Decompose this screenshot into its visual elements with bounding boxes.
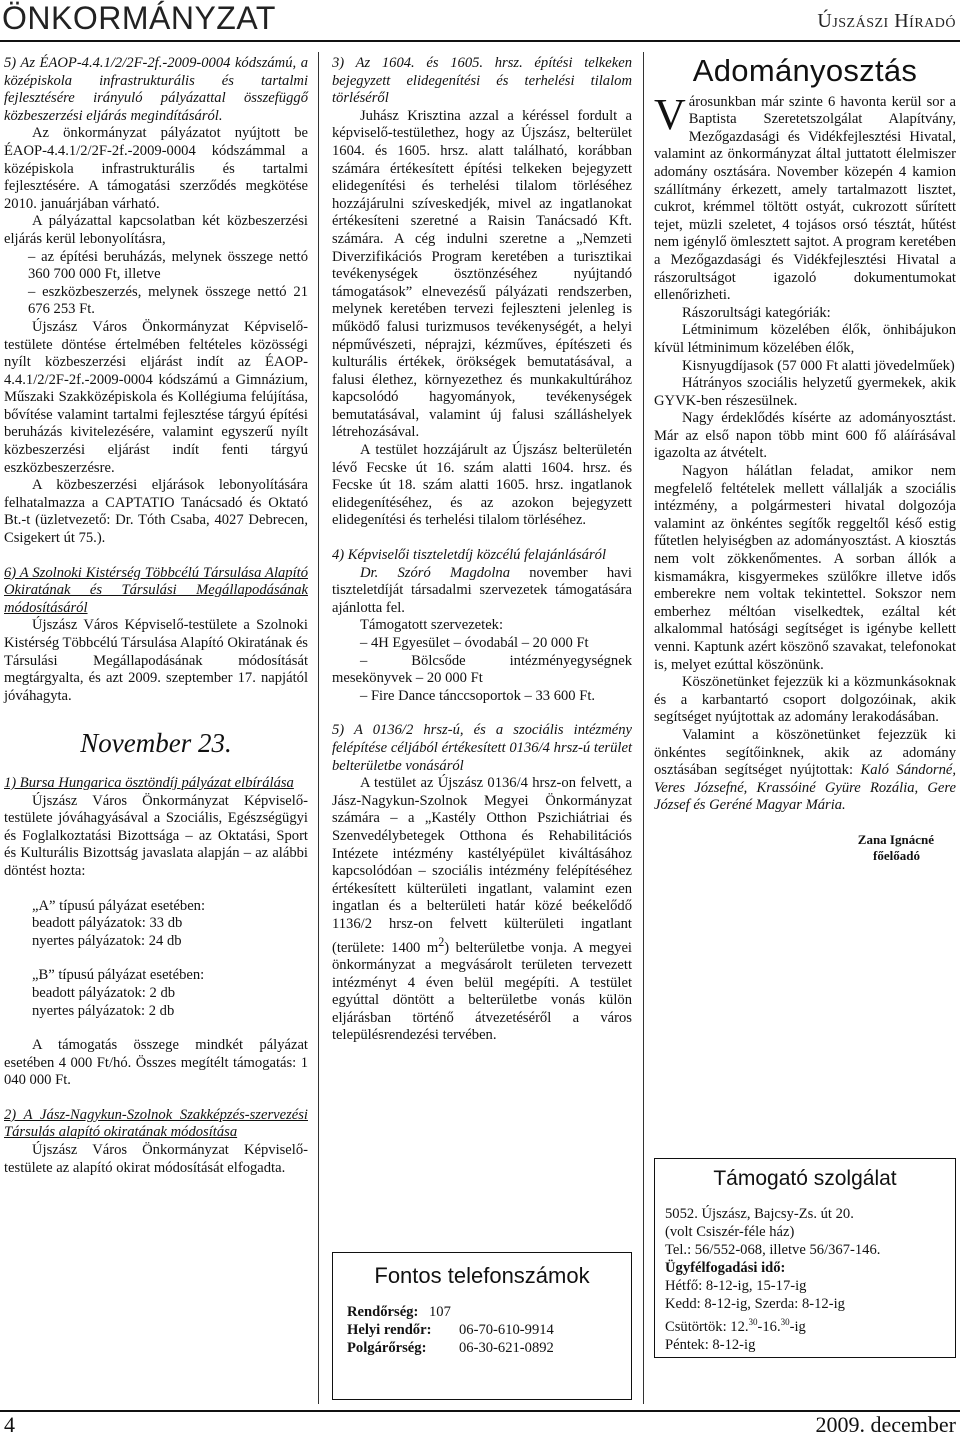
box-title: Támogató szolgálat [713, 1167, 897, 1190]
article-title: Adományosztás [692, 53, 918, 88]
paragraph: Az önkormányzat pályázatot nyújtott be ÉAOP-4.4.1/2/2F-2f.-2009-0004 kódszámmal a középiskola infrastrukturális és tartalmi fejlesztésére. A támogatási szerződés megkötése 2010. januárjában várható. [4, 125, 308, 212]
hours-line: Csütörtök: 12.30-16.30-ig [665, 1317, 806, 1335]
support-service-box [654, 1158, 956, 1358]
paragraph: Juhász Krisztina azzal a kéréssel fordult a képviselő-testülethez, hogy az Újszász, belterület 1604. és 1605. hrsz. alatt található, korábban számára értékesített építési telkeken bejegyzett elidegenítési és terhelési tilalom törléséhez hozzájárulni szíveskedjék, mivel az ingatlanokat értékesíteni szeretné a Raisin Tanácsadó Kft. számára. A cég indulni szeretne a „Nemzeti Diverzifikációs Program keretében a turisztikai tevékenységek ösztönzéséhez nyújtandó támogatások” elnevezésű pályázati rendszerben, melynek keretében tervezi fejleszteni jelenleg is működő falusi turizmusos tevékenységét, a helyi népművészeti, néprajzi, kézműves, építészeti és kulturális értékek, örökségek bemutatásával, a falusi élethez, környezethez és munkakultúrához kapcsolódó hagyományok, tevékenységek bemutatásával, valamint új falusi szálláshelyek létrehozásával. [332, 107, 632, 441]
newspaper-name: Újszászi Híradó [817, 10, 956, 32]
list-item: – az építési beruházás, melynek összege nettó 360 700 000 Ft, illetve [28, 248, 308, 283]
item-heading: 5) A 0136/2 hrsz-ú, és a szociális intézmény felépítése céljából értékesített 0136/4 hrsz-ú terület belterületbe vonásáról [332, 722, 632, 774]
address-note: (volt Csiszér-féle ház) [665, 1224, 795, 1240]
paragraph: Nagy érdeklődés kísérte az adományosztást. Már az első napon több mint 600 fő aláírásával igazolta az átvételt. [654, 410, 956, 462]
item-heading: 4) Képviselői tiszteletdíj közcélú felajánlásáról [332, 547, 606, 564]
list-item: – Bölcsőde intézményegységnek mesekönyvek – 20 000 Ft [332, 652, 632, 687]
paragraph: Újszász Város Képviselő-testülete a Szolnoki Kistérség Többcélú Társulása Alapító Okiratának és Társulási Megállapodásának módosítását megtárgyalta, és azt 2009. szeptember 17. napjától jóváhagyta. [4, 617, 308, 704]
list-heading: „A” típusú pályázat esetében: [32, 897, 206, 914]
list-heading: Rászorultsági kategóriák: [682, 304, 831, 321]
hours-line: Kedd: 8-12-ig, Szerda: 8-12-ig [665, 1296, 845, 1312]
paragraph: A testület az Újszász 0136/4 hrsz-on felvett, a Jász-Nagykun-Szolnok Megyei Önkormányzat számára – a „Kastély Otthon Pszichiátriai és Szenvedélybetegek Otthona és Rehabilitációs Intézete intézmény kastélyépület kiváltásához kapcsolódóan – szociális intézmény felépítéséhez értékesített külterületi ingatlant, valamint ezen ingatlan és a belterületi határ közé beékelődő 1136/2 hrsz-on felvett külterületi ingatlant (területe: 1400 $m^2$) belterületbe vonja. A megyei önkormányzat a megvásárolt területen tervezett intézményt 4 éven belül megépíti. A testület egyúttal döntött a belterületbe vonás külön eljárásban történő átvezetéséről a város településrendezési tervében. [332, 775, 632, 1044]
phone-label: Helyi rendőr: [347, 1322, 432, 1338]
list-item: – Fire Dance tánccsoportok – 33 600 Ft. [360, 687, 596, 704]
item-heading: 3) Az 1604. és 1605. hrsz. építési telkeken bejegyzett elidegenítési és terhelési tilalom törléséről [332, 55, 632, 107]
paragraph: A közbeszerzési eljárások lebonyolítására felhatalmazza a CAPTATIO Tanácsadó és Oktató Bt.-t (üzletvezető: Dr. Tóth Csaba, 4027 Debrecen, Csigekert út 75.). [4, 477, 308, 547]
item-heading: 2) A Jász-Nagykun-Szolnok Szakképzés-szervezési Társulás alapító okiratának módosítása [4, 1106, 308, 1141]
address: 5052. Újszász, Bajcsy-Zs. út 20. [665, 1206, 854, 1222]
hours-line: Hétfő: 8-12-ig, 15-17-ig [665, 1278, 807, 1294]
list-item: nyertes pályázatok: 24 db [32, 932, 182, 949]
hours-heading: Ügyfélfogadási idő: [665, 1260, 786, 1276]
phone-number: 107 [429, 1304, 451, 1320]
paragraph: A támogatás összege mindkét pályázat esetében 4 000 Ft/hó. Összes megítélt támogatás: 1 040 000 Ft. [4, 1037, 308, 1089]
column-right [654, 53, 956, 864]
drop-cap: V [654, 89, 686, 139]
phone-label: Rendőrség: [347, 1304, 419, 1320]
paragraph: Újszász Város Önkormányzat Képviselő-testülete az alapító okirat módosítását elfogadta. [4, 1142, 308, 1176]
volunteer-names: Kaló Sándorné, Veres Józsefné, Krassóiné Gyüre Rozália, Gere József és Geréné Magyar Mária. [654, 762, 956, 814]
paragraph: Nagyon hálátlan feladat, amikor nem megfelelő feltételek mellett vállalják a szociális intézmény, a polgármesteri hivatal dolgozója valamint az önkéntes segítők reggeltől késő estig fűtetlen helyiségben az adományosztást. A kiosztás nem volt zökkenőmentes. A sorban állók a kismamákra, kisgyermekes szülőkre illetve idős emberekre nem voltak tekintettel. Sokszor nem emberhez méltóan viselkedtek, ezáltal két alkalommal hatósági segítséget is igénybe kellett venni. Kaptunk azért köszönő szavakat, telefonokat is, melyet ezúttal köszönünk. [654, 463, 956, 673]
hours-line: Péntek: 8-12-ig [665, 1336, 756, 1353]
item-heading: 1) Bursa Hungarica ösztöndíj pályázat elbírálása [4, 774, 294, 791]
item-heading: 5) Az ÉAOP-4.4.1/2/2F-2f.-2009-0004 kódszámú, a középiskola infrastrukturális és tartalmi fejlesztésére irányuló pályázattal összefüggő közbeszerzési eljárás megindításáról. [4, 55, 308, 124]
column-middle [332, 55, 632, 1045]
paragraph: A pályázattal kapcsolatban két közbeszerzési eljárás kerül lebonyolításra, [4, 213, 308, 247]
phone-label: Polgárőrség: [347, 1340, 427, 1356]
section-title: ÖNKORMÁNYZAT [2, 0, 276, 36]
list-item: beadott pályázatok: 2 db [32, 984, 176, 1001]
phone-number: 06-30-621-0892 [459, 1340, 554, 1356]
page-number: 4 [4, 1412, 15, 1437]
paragraph: Újszász Város Önkormányzat Képviselő-testülete jóváhagyásával a Szociális, Egészségügyi és Foglalkoztatási Bizottsága – az Oktatási, Sport és Kulturális Bizottság javaslata alapján – az alábbi döntést hozta: [4, 792, 308, 879]
phone-numbers-box [332, 1252, 632, 1400]
list-item: – 4H Egyesület – óvodabál – 20 000 Ft [360, 635, 589, 651]
list-item: Létminimum közelében élők, önhibájukon kívül létminimum közelében élők, [654, 322, 956, 356]
issue-date: 2009. december [815, 1412, 956, 1437]
paragraph: A testület hozzájárult az Újszász belterületén lévő Fecske út 16. szám alatti 1604. hrsz. és Fecske út 18. szám alatti 1605. hrsz. ingatlanok elidegenítéséhez, és az azokon bejegyzett elidegenítési és terhelési tilalom törléséhez. [332, 442, 632, 529]
paragraph: Valamint a köszönetünket fejezzük ki önkéntes segítőinknek, akik az adomány osztásában segítséget nyújtottak: Kaló Sándorné, Veres Józsefné, Krassóiné Gyüre Rozália, Gere József és Geréné Magyar Mária. [654, 726, 956, 814]
paragraph: Támogatott szervezetek: [360, 617, 504, 634]
paragraph: Dr. Szóró Magdolna november havi tiszteletdíját társadalmi szervezetek támogatására ajánlotta fel. [332, 564, 632, 616]
paragraph: Köszönetünket fejezzük ki a közmunkásoknak és a karbantartó csoport dolgozóinak, akik segítséget nyújtottak az adomány lerakodásában. [654, 674, 956, 726]
item-heading: 6) A Szolnoki Kistérség Többcélú Társulása Alapító Okiratának és Társulási Megállapodásának módosításáról [4, 564, 308, 616]
list-item: Hátrányos szociális helyzetű gyermekek, akik GYVK-ben részesülnek. [654, 375, 956, 409]
column-divider [318, 52, 319, 1404]
session-date: November 23. [80, 728, 232, 759]
signature-name: Zana Ignácné [857, 831, 934, 847]
list-item: Kisnyugdíjasok (57 000 Ft alatti jövedelműek) [682, 357, 955, 374]
paragraph: Városunkban már szinte 6 havonta kerül sor a Baptista Szeretetszolgálat Alapítvány, Mezőgazdasági és Vidékfejlesztési Hivatal, valamint az önkormányzat által juttatott élelmiszer adomány osztására. November közepén 4 kamion szállítmány érkezett, amely tartalmazott lisztet, cukrot, krémmel töltött ostyát, cukrozott sűrített tejet, müzli szeletet, 4 tojásos orsó tésztát, hűtést nem igénylő ömlesztett sajtot. A program keretében a Mezőgazdasági és Vidékfejlesztési Hivatal a rászorultságot igazoló dokumentumokat ellenőrizheti. [654, 89, 956, 304]
list-heading: „B” típusú pályázat esetében: [32, 967, 205, 984]
phone: Tel.: 56/552-068, illetve 56/367-146. [665, 1242, 881, 1258]
phone-number: 06-70-610-9914 [459, 1322, 554, 1338]
column-divider [643, 52, 644, 1404]
person-name: Dr. Szóró Magdolna [360, 564, 510, 581]
list-item: beadott pályázatok: 33 db [32, 915, 183, 932]
paragraph: Újszász Város Önkormányzat Képviselő-testülete döntése értelmében feltételes közösségi nyílt közbeszerzési eljárást indít az ÉAOP-4.4.1/2/2F-2f.-2009-0004 kódszámú a Gimnázium, Műszaki Szakközépiskola és Kollégiuma felújítása, bővítése valamint tartalmi fejlesztése tárgyú építési beruházás kivitelezésére, valamint egyszerű nyílt közbeszerzési eljárást indít fenti tárgyú eszközbeszerzésre. [4, 318, 308, 476]
column-left [4, 55, 308, 1177]
list-item: – eszközbeszerzés, melynek összege nettó 21 676 253 Ft. [28, 283, 308, 318]
header-rule [0, 40, 960, 42]
signature-title: főelőadó [873, 847, 920, 863]
box-title: Fontos telefonszámok [374, 1263, 590, 1288]
list-item: nyertes pályázatok: 2 db [32, 1002, 175, 1019]
